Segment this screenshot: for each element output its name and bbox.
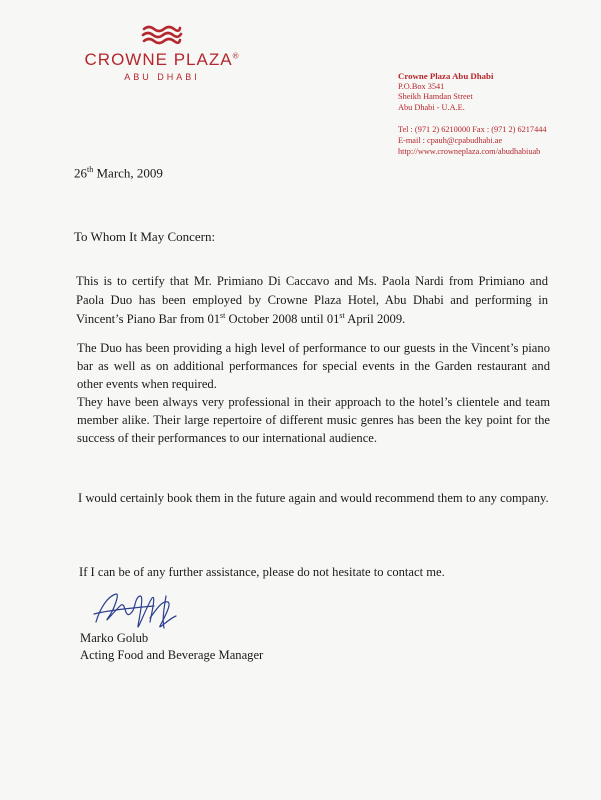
recommendation-paragraph: I would certainly book them in the future again and would recommend them to any company. (78, 491, 549, 505)
brand-location: ABU DHABI (124, 72, 200, 82)
brand-name: CROWNE PLAZA® (84, 50, 240, 69)
phone-fax: Tel : (971 2) 6210000 Fax : (971 2) 6217444 (398, 125, 547, 135)
address-line: Abu Dhabi - U.A.E. (398, 102, 465, 112)
closing-line: If I can be of any further assistance, please do not hesitate to contact me. (79, 565, 445, 579)
performance-text: The Duo has been providing a high level of performance to our guests in the Vincent’s piano bar as well as on additional performances for special events in the Garden restaurant and other events when required. (77, 341, 550, 391)
hotel-address-block (398, 71, 547, 157)
performance-paragraph (77, 339, 550, 447)
address-line: Sheikh Hamdan Street (398, 92, 473, 102)
signer-name: Marko Golub (80, 631, 149, 645)
letter-date: 26th March, 2009 (74, 165, 163, 181)
crowne-plaza-logo (72, 22, 252, 82)
email-address: E-mail : cpauh@cpabudhabi.ae (398, 135, 503, 145)
signer-title: Acting Food and Beverage Manager (80, 648, 264, 662)
signer-block (80, 630, 263, 664)
crown-logo-icon (139, 22, 185, 48)
website-url: http://www.crowneplaza.com/abudhabiuab (398, 146, 541, 156)
address-line: P.O.Box 3541 (398, 81, 445, 91)
handwritten-signature (90, 588, 190, 636)
salutation: To Whom It May Concern: (74, 229, 216, 244)
hotel-name: Crowne Plaza Abu Dhabi (398, 71, 494, 81)
certification-paragraph: This is to certify that Mr. Primiano Di Caccavo and Ms. Paola Nardi from Primiano and Paola Duo has been employed by Crowne Plaza Hotel, Abu Dhabi and performing in Vincent’s Piano Bar from 01st October 2008 until 01st April 2009. (76, 274, 548, 326)
professionalism-text: They have been always very professional in their approach to the hotel’s clientele and team member alike. Their large repertoire of different music genres has been the key point for the success of their performances to our international audience. (77, 395, 550, 445)
